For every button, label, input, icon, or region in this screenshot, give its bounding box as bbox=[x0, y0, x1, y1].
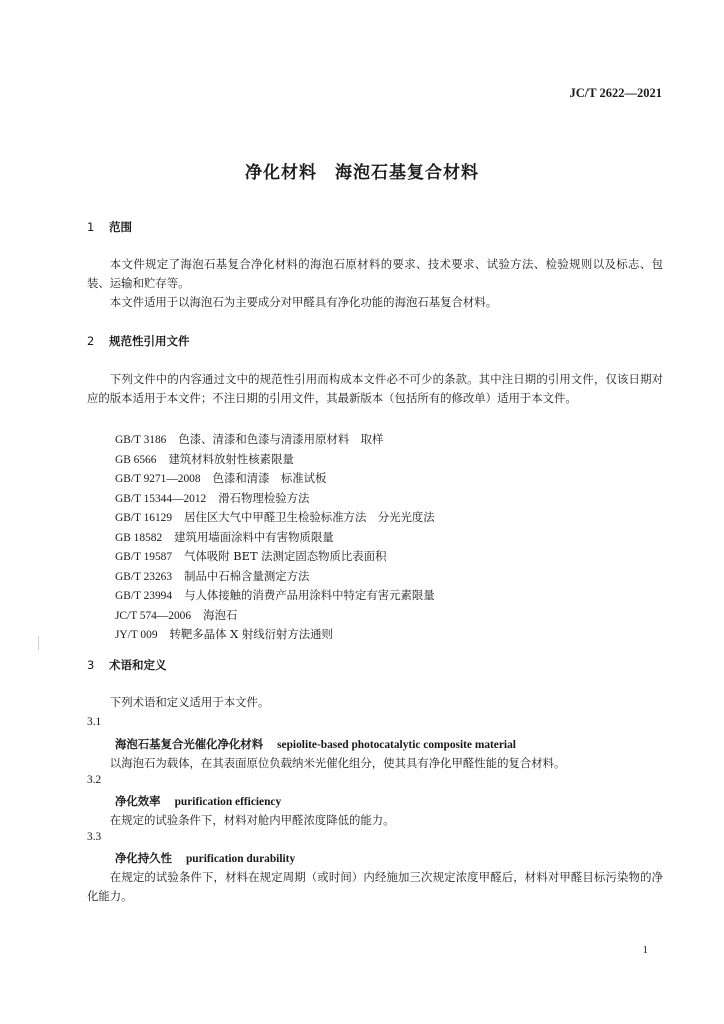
scan-edge-mark bbox=[38, 636, 39, 650]
reference-code: GB/T 15344—2012 bbox=[115, 492, 207, 505]
scope-paragraph-1: 本文件规定了海泡石基复合净化材料的海泡石原材料的要求、技术要求、试验方法、检验规则以及标志、包装、运输和贮存等。 bbox=[87, 257, 663, 290]
document-title: 净化材料 海泡石基复合材料 bbox=[245, 163, 479, 183]
term-number: 3.3 bbox=[87, 831, 102, 843]
reference-title: 滑石物理检验方法 bbox=[218, 490, 310, 505]
term-zh: 海泡石基复合光催化净化材料 bbox=[115, 737, 264, 751]
term-number: 3.1 bbox=[87, 716, 102, 728]
term-name bbox=[115, 793, 281, 809]
reference-title: 建筑材料放射性核素限量 bbox=[168, 451, 294, 466]
reference-title: 气体吸附 BET 法测定固态物质比表面积 bbox=[184, 549, 387, 563]
scope-paragraph-2: 本文件适用于以海泡石为主要成分对甲醛具有净化功能的海泡石基复合材料。 bbox=[109, 295, 498, 309]
section-title: 术语和定义 bbox=[109, 658, 167, 672]
term-definition: 在规定的试验条件下，材料在规定周期（或时间）内经施加三次规定浓度甲醛后，材料对甲醛目标污染物的净化能力。 bbox=[87, 870, 663, 903]
reference-item bbox=[115, 430, 435, 450]
term-zh: 净化效率 bbox=[115, 794, 161, 808]
reference-item bbox=[115, 606, 435, 626]
term-en: purification efficiency bbox=[174, 796, 282, 808]
reference-code: GB/T 3186 bbox=[115, 434, 167, 446]
reference-item bbox=[115, 450, 435, 470]
section-heading-scope bbox=[87, 219, 132, 235]
reference-code: GB 6566 bbox=[115, 453, 157, 466]
references-intro-paragraph: 下列文件中的内容通过文中的规范性引用而构成本文件必不可少的条款。其中注日期的引用文件，仅该日期对应的版本适用于本文件；不注日期的引用文件，其最新版本（包括所有的修改单）适用于本文件。 bbox=[87, 372, 663, 405]
reference-code: GB 18582 bbox=[115, 531, 163, 544]
reference-title: 建筑用墙面涂料中有害物质限量 bbox=[174, 529, 334, 544]
term-zh: 净化持久性 bbox=[115, 851, 172, 865]
page-number: 1 bbox=[642, 944, 648, 956]
term-definition: 在规定的试验条件下，材料对舱内甲醛浓度降低的能力。 bbox=[109, 813, 395, 827]
reference-code: JY/T 009 bbox=[115, 629, 158, 641]
reference-code: GB/T 9271—2008 bbox=[115, 473, 201, 485]
reference-title: 居住区大气中甲醛卫生检验标准方法 分光光度法 bbox=[184, 510, 435, 524]
term-en: purification durability bbox=[185, 853, 296, 865]
reference-item bbox=[115, 528, 435, 548]
section-title: 范围 bbox=[109, 220, 132, 234]
section-number: 1 bbox=[87, 220, 95, 234]
reference-item bbox=[115, 625, 435, 645]
section-heading-terms bbox=[87, 657, 167, 673]
reference-item bbox=[115, 567, 435, 587]
section-number: 2 bbox=[87, 334, 95, 348]
reference-title: 海泡石 bbox=[203, 607, 238, 622]
reference-code: JC/T 574—2006 bbox=[115, 609, 192, 622]
reference-code: GB/T 16129 bbox=[115, 512, 173, 524]
reference-code: GB/T 23994 bbox=[115, 590, 173, 602]
reference-item bbox=[115, 547, 435, 567]
reference-item bbox=[115, 469, 435, 489]
reference-item bbox=[115, 489, 435, 509]
reference-title: 色漆和清漆 标准试板 bbox=[212, 471, 327, 485]
reference-title: 制品中石棉含量测定方法 bbox=[184, 568, 310, 583]
term-definition: 以海泡石为载体，在其表面原位负载纳米光催化组分，使其具有净化甲醛性能的复合材料。 bbox=[109, 756, 566, 770]
section-number: 3 bbox=[87, 658, 95, 672]
reference-code: GB/T 23263 bbox=[115, 570, 173, 583]
reference-code: GB/T 19587 bbox=[115, 551, 173, 563]
reference-item bbox=[115, 586, 435, 606]
term-en: sepiolite-based photocatalytic composite material bbox=[277, 739, 516, 751]
reference-item bbox=[115, 508, 435, 528]
reference-title: 色漆、清漆和色漆与清漆用原材料 取样 bbox=[178, 432, 384, 446]
term-number: 3.2 bbox=[87, 774, 102, 786]
reference-title: 与人体接触的消费产品用涂料中特定有害元素限量 bbox=[184, 588, 435, 602]
reference-list bbox=[115, 430, 435, 645]
term-name bbox=[115, 736, 516, 752]
section-heading-normative-references bbox=[87, 333, 190, 349]
standard-code: JC/T 2622—2021 bbox=[569, 86, 662, 100]
terms-intro-paragraph: 下列术语和定义适用于本文件。 bbox=[109, 695, 270, 709]
term-name bbox=[115, 850, 295, 866]
reference-title: 转靶多晶体 X 射线衍射方法通则 bbox=[169, 627, 333, 641]
section-title: 规范性引用文件 bbox=[109, 334, 190, 348]
